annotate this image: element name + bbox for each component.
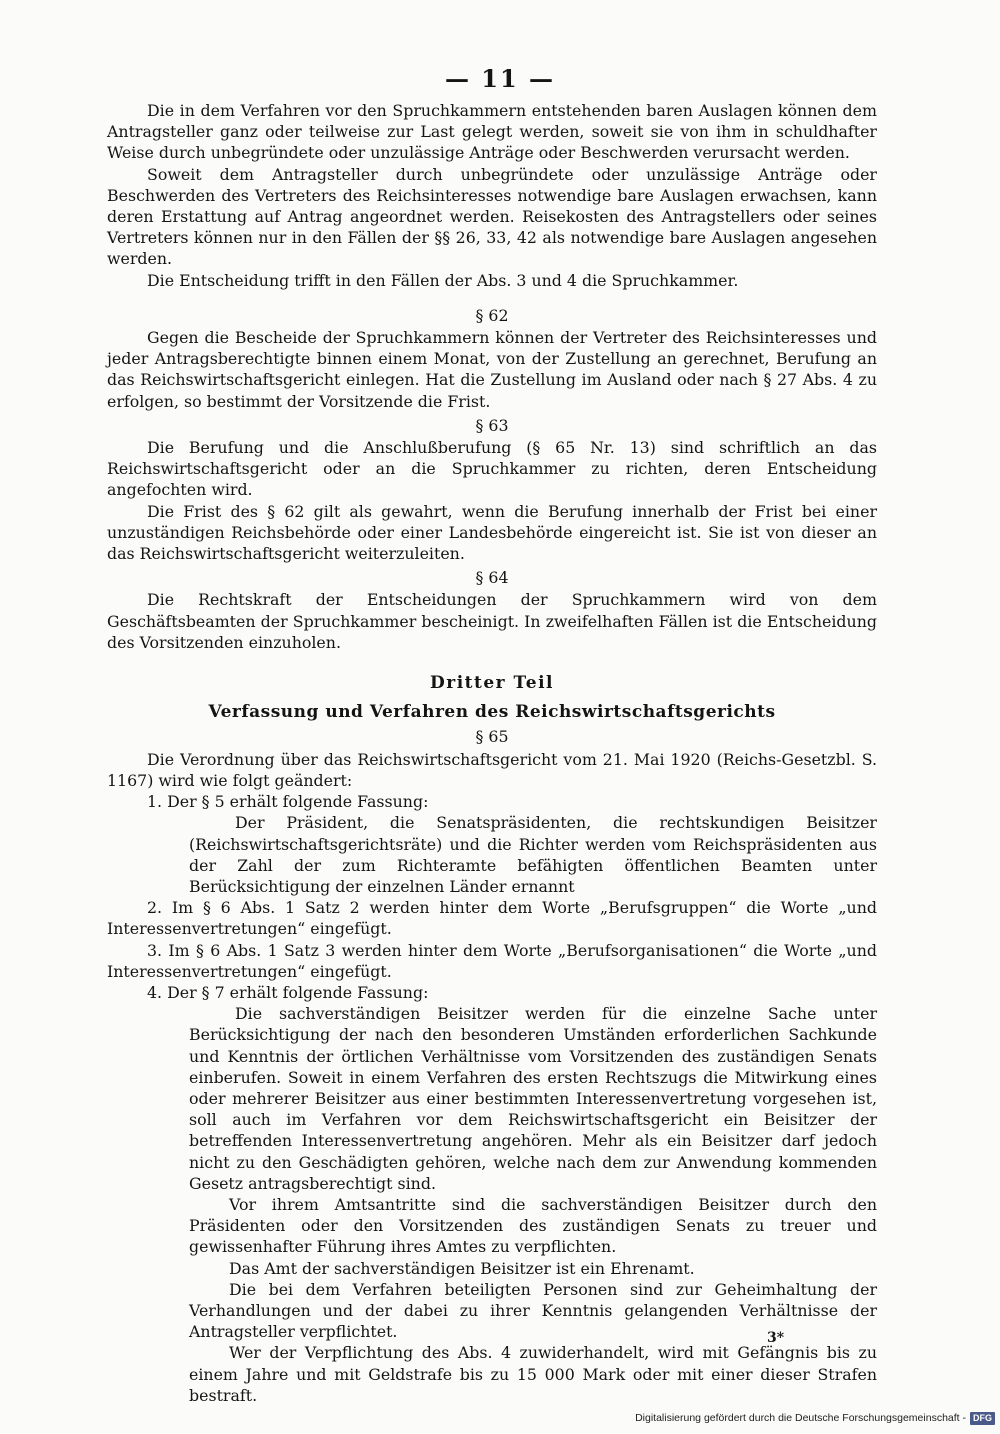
- paragraph-reimbursement: Soweit dem Antragsteller durch unbegründete oder unzulässige Anträge oder Beschwerden des Vertreters des Reichsinteresses notwendige bare Auslagen erwachsen, kann deren Erstattung auf Antrag angeordnet werden. Reisekosten des Antragstellers oder seines Vertreters können nur in den Fällen der §§ 26, 33, 42 als notwendige bare Auslagen angesehen werden.: [107, 164, 877, 269]
- amendment-item-2: 2. Im § 6 Abs. 1 Satz 2 werden hinter dem Worte „Berufsgruppen“ die Worte „und Interessenvertretungen“ eingefügt.: [107, 898, 877, 939]
- document-body: [107, 100, 877, 1406]
- paragraph-costs: Die in dem Verfahren vor den Spruchkammern entstehenden baren Auslagen können dem Antragsteller ganz oder teilweise zur Last gelegt werden, soweit sie von ihm in schuldhafter Weise durch unbegründete oder unzulässige Anträge oder Beschwerden verursacht werden.: [107, 101, 877, 163]
- signature-mark: 3*: [767, 1330, 785, 1346]
- footer-text: Digitalisierung gefördert durch die Deutsche Forschungsgemeinschaft -: [635, 1412, 966, 1424]
- paragraph-decision: Die Entscheidung trifft in den Fällen der Abs. 3 und 4 die Spruchkammer.: [147, 270, 739, 290]
- amendment-item-4: 4. Der § 7 erhält folgende Fassung:: [147, 982, 429, 1002]
- dfg-logo: DFG: [970, 1412, 995, 1425]
- amendment-item-3: 3. Im § 6 Abs. 1 Satz 3 werden hinter dem Worte „Berufsorganisationen“ die Worte „und Interessenvertretungen“ eingefügt.: [107, 940, 877, 981]
- section-heading-62: § 62: [475, 305, 509, 325]
- section-63-text-2: Die Frist des § 62 gilt als gewahrt, wenn die Berufung innerhalb der Frist bei einer unzuständigen Reichsbehörde oder einer Landesbehörde eingereicht ist. Sie ist von dieser an das Reichswirtschaftsgericht weiterzuleiten.: [107, 501, 877, 564]
- section-65-intro: Die Verordnung über das Reichswirtschaftsgericht vom 21. Mai 1920 (Reichs-Gesetzbl. S. 1167) wird wie folgt geändert:: [107, 749, 877, 790]
- section-63-text-1: Die Berufung und die Anschlußberufung (§ 65 Nr. 13) sind schriftlich an das Reichswirtschaftsgericht oder an die Spruchkammer zu richten, deren Entscheidung angefochten wird.: [107, 438, 877, 500]
- amendment-item-1: 1. Der § 5 erhält folgende Fassung:: [147, 792, 429, 812]
- section-heading-64: § 64: [475, 568, 509, 588]
- quote-paragraph: Der Präsident, die Senatspräsidenten, die rechtskundigen Beisitzer (Reichswirtschaftsgerichtsräte) und die Richter werden vom Reichspräsidenten aus der Zahl der zum Richteramte befähigten öffentlichen Beamten unter Berücksichtigung der einzelnen Länder ernannt: [189, 813, 877, 896]
- quote-paragraph: Vor ihrem Amtsantritte sind die sachverständigen Beisitzer durch den Präsidenten oder den Vorsitzenden des zuständigen Senats zu treuer und gewissenhafter Führung ihres Amtes zu verpflichten.: [189, 1194, 877, 1257]
- quote-paragraph: Wer der Verpflichtung des Abs. 4 zuwiderhandelt, wird mit Gefängnis bis zu einem Jahre und mit Geldstrafe bis zu 15 000 Mark oder mit einer dieser Strafen bestraft.: [189, 1343, 877, 1405]
- quote-paragraph: Die bei dem Verfahren beteiligten Personen sind zur Geheimhaltung der Verhandlungen und der dabei zu ihrer Kenntnis gelangenden Verhältnisse der Antragsteller verpflichtet.: [189, 1279, 877, 1342]
- section-heading-65: § 65: [475, 727, 509, 747]
- quote-paragraph: Die sachverständigen Beisitzer werden für die einzelne Sache unter Berücksichtigung der nach den besonderen Umständen erforderlichen Sachkunde und Kenntnis der örtlichen Verhältnisse vom Vorsitzenden des zuständigen Senats einberufen. Soweit in einem Verfahren des ersten Rechtszugs die Mitwirkung eines oder mehrerer Beisitzer aus einer bestimmten Interessenvertretung vorgesehen ist, soll auch im Verfahren vor dem Reichswirtschaftsgericht ein Beisitzer der betreffenden Interessenvertretung angehören. Mehr als ein Beisitzer darf jedoch nicht zu den Geschädigten gehören, welche nach dem zur Anwendung kommenden Gesetz antragsberechtigt sind.: [189, 1004, 877, 1193]
- quote-paragraph: Das Amt der sachverständigen Beisitzer ist ein Ehrenamt.: [229, 1258, 695, 1278]
- page-number: — 11 —: [444, 64, 556, 93]
- part-title: Verfassung und Verfahren des Reichswirtschaftsgerichts: [208, 702, 776, 723]
- digitization-footer: [605, 1409, 995, 1427]
- part-heading: Dritter Teil: [430, 673, 554, 694]
- section-62-text: Gegen die Bescheide der Spruchkammern können der Vertreter des Reichsinteresses und jeder Antragsberechtigte binnen einem Monat, von der Zustellung an gerechnet, Berufung an das Reichswirtschaftsgericht einlegen. Hat die Zustellung im Ausland oder nach § 27 Abs. 4 zu erfolgen, so bestimmt der Vorsitzende die Frist.: [107, 328, 877, 411]
- amendment-1-quote: [189, 812, 877, 897]
- section-heading-63: § 63: [475, 415, 509, 435]
- section-64-text: Die Rechtskraft der Entscheidungen der Spruchkammern wird von dem Geschäftsbeamten der Spruchkammer bescheinigt. In zweifelhaften Fällen ist die Entscheidung des Vorsitzenden einzuholen.: [107, 590, 877, 652]
